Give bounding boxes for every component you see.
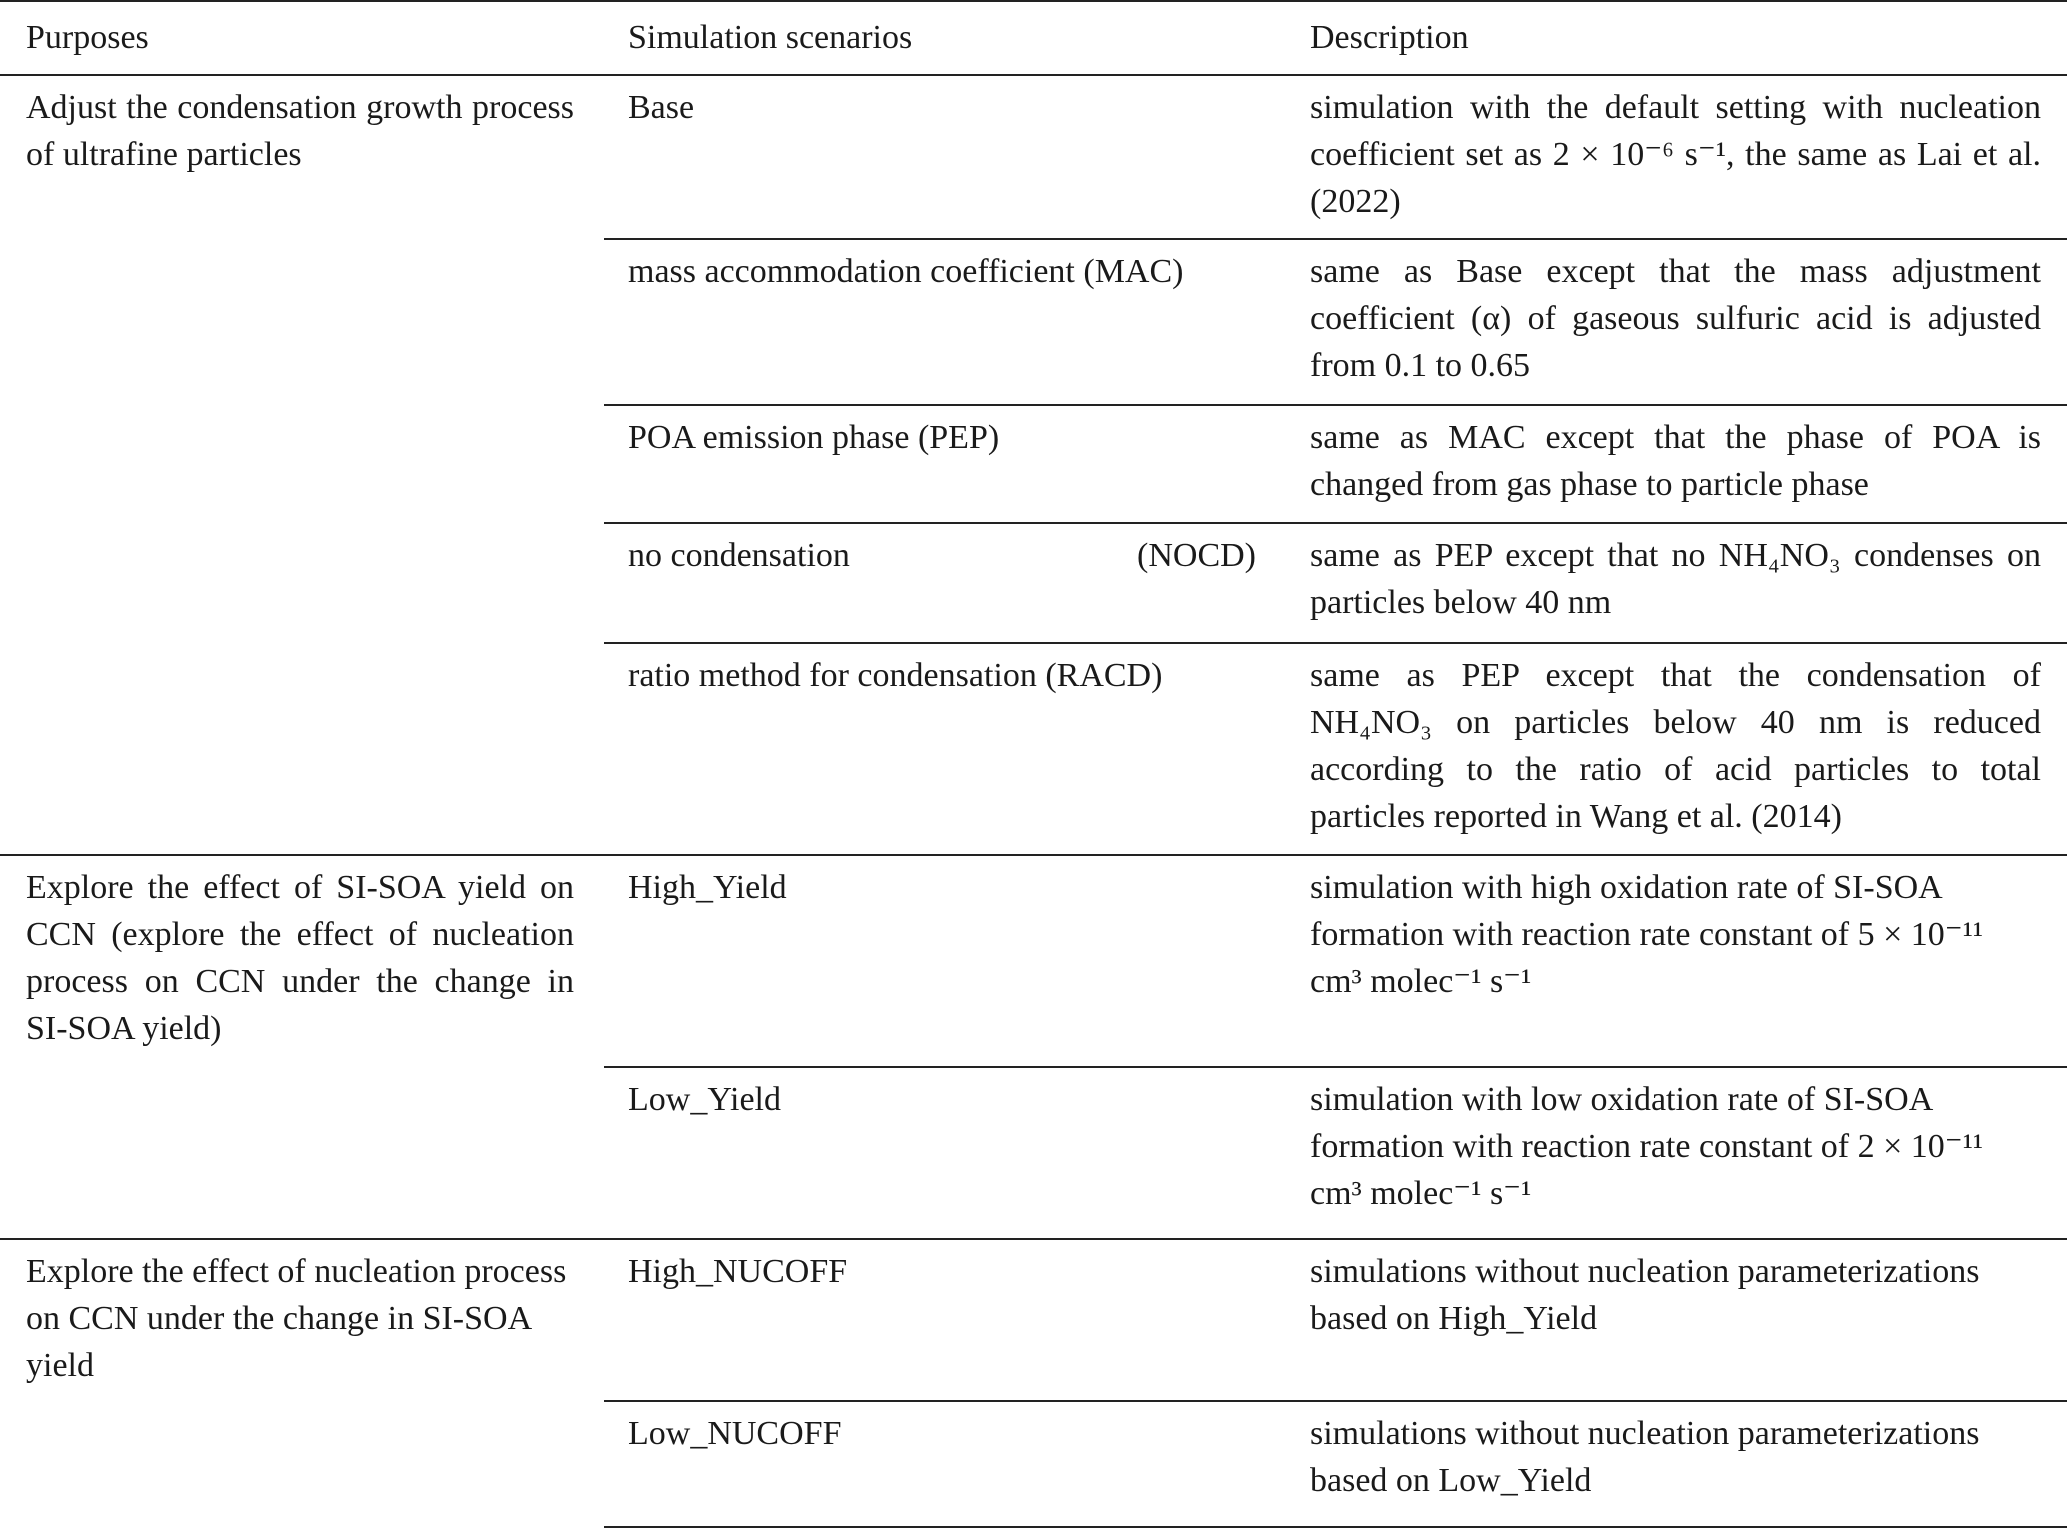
scenario-text — [628, 524, 1256, 579]
description-text: same as MAC except that the phase of POA is changed from gas phase to particle phase — [1310, 419, 2041, 503]
description-cell — [1286, 239, 2067, 405]
header-description: Description — [1286, 1, 2067, 75]
description-cell — [1286, 523, 2067, 643]
description-cell — [1286, 1239, 2067, 1401]
scenario-text: Base — [628, 89, 695, 126]
purpose-text: Explore the effect of nucleation process on CCN under the change in SI-SOA yield — [26, 1253, 567, 1384]
description-text: simulation with low oxidation rate of SI-SOA formation with reaction rate constant of 2 × 10⁻¹¹ cm³ molec⁻¹ s⁻¹ — [1310, 1081, 1984, 1212]
header-scenarios: Simulation scenarios — [604, 1, 1286, 75]
scenario-cell — [604, 1401, 1286, 1527]
purpose-text: Adjust the condensation growth process of ultrafine particles — [26, 89, 574, 173]
description-cell — [1286, 643, 2067, 855]
header-purposes: Purposes — [0, 1, 604, 75]
description-text: same as PEP except that no NH₄NO₃ condenses on particles below 40 nm — [1310, 537, 2041, 621]
scenario-cell — [604, 405, 1286, 523]
table-header-row — [0, 1, 2067, 75]
scenario-text: mass accommodation coefficient (MAC) — [628, 253, 1184, 290]
description-cell — [1286, 405, 2067, 523]
description-cell — [1286, 75, 2067, 239]
description-text: same as PEP except that the condensation of NH₄NO₃ on particles below 40 nm is reduced according to the ratio of acid particles to total particles reported in Wang et al. (2014) — [1310, 657, 2041, 835]
scenario-cell — [604, 1239, 1286, 1401]
scenario-cell — [604, 523, 1286, 643]
scenario-text: High_NUCOFF — [628, 1253, 848, 1290]
description-cell — [1286, 855, 2067, 1067]
scenario-cell — [604, 643, 1286, 855]
scenario-text: POA emission phase (PEP) — [628, 419, 1000, 456]
scenario-abbr: (NOCD) — [1137, 537, 1256, 574]
description-text: same as Base except that the mass adjustment coefficient (α) of gaseous sulfuric acid is adjusted from 0.1 to 0.65 — [1310, 253, 2041, 384]
scenario-text: Low_Yield — [628, 1081, 781, 1118]
scenario-name: no condensation — [628, 537, 850, 574]
table-row — [0, 855, 2067, 1067]
description-cell — [1286, 1067, 2067, 1239]
scenario-text: Low_NUCOFF — [628, 1415, 842, 1452]
purpose-cell — [0, 1239, 604, 1527]
description-text: simulations without nucleation parameterizations based on High_Yield — [1310, 1253, 1980, 1337]
description-text: simulations without nucleation parameterizations based on Low_Yield — [1310, 1415, 1980, 1499]
scenario-cell — [604, 855, 1286, 1067]
purpose-text: Explore the effect of SI-SOA yield on CCN (explore the effect of nucleation process on CCN under the change in SI-SOA yield) — [26, 869, 574, 1047]
scenario-cell — [604, 239, 1286, 405]
purpose-cell — [0, 75, 604, 855]
description-cell — [1286, 1401, 2067, 1527]
scenario-text: High_Yield — [628, 869, 787, 906]
scenario-cell — [604, 75, 1286, 239]
table-row — [0, 75, 2067, 239]
purpose-cell — [0, 855, 604, 1239]
description-text: simulation with high oxidation rate of SI-SOA formation with reaction rate constant of 5 × 10⁻¹¹ cm³ molec⁻¹ s⁻¹ — [1310, 869, 1984, 1000]
scenario-text: ratio method for condensation (RACD) — [628, 657, 1163, 694]
description-text: simulation with the default setting with nucleation coefficient set as 2 × 10⁻⁶ s⁻¹, the same as Lai et al. (2022) — [1310, 89, 2041, 220]
scenario-cell — [604, 1067, 1286, 1239]
table-row — [0, 1239, 2067, 1401]
